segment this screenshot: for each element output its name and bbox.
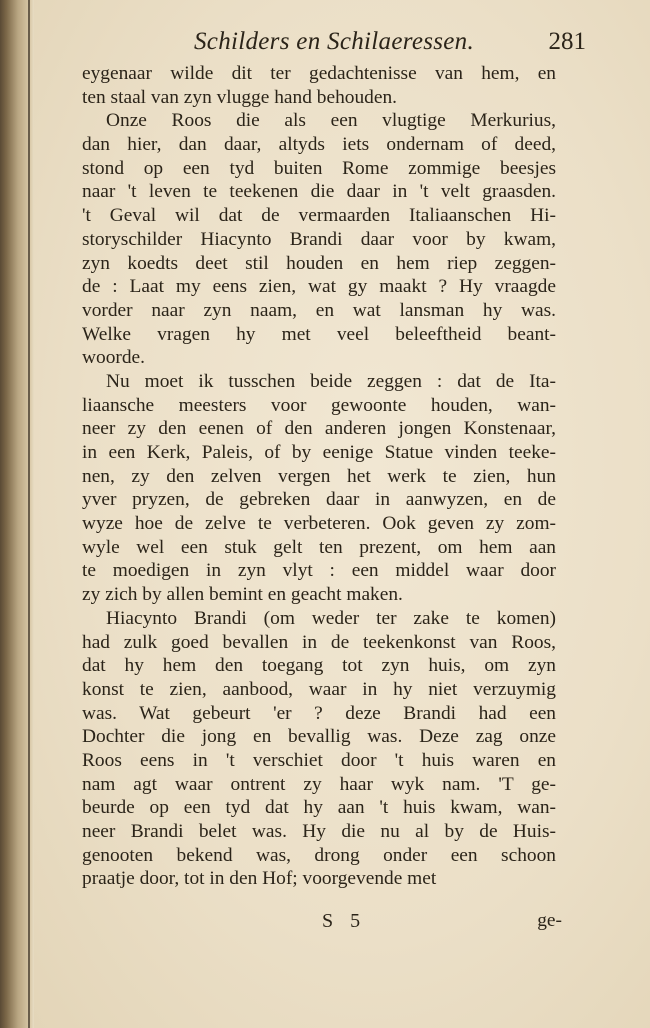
text-line: dan hier, dan daar, altyds iets ondernam of deed, (82, 134, 556, 156)
text-line: vorder naar zyn naam, en wat lansman hy was. (82, 299, 556, 321)
text-line: in een Kerk, Paleis, of by eenige Statue vinden teeke- (82, 442, 556, 463)
binding-edge (28, 0, 30, 1028)
text-line: liaansche meesters voor gewoonte houden, wan- (82, 394, 556, 416)
text-line: zyn koedts deet stil houden en hem riep zeggen- (82, 252, 556, 274)
page-footer (82, 910, 562, 936)
text-line: zy zich by allen bemint en geacht maken. (82, 584, 403, 606)
text-line: nam agt waar ontrent zy haar wyk nam. 'T ge- (82, 773, 556, 795)
text-line: Dochter die jong en bevallig was. Deze zag onze (82, 726, 556, 748)
text-line: praatje door, tot in den Hof; voorgevende met (82, 868, 437, 890)
text-line: 't Geval wil dat de vermaarden Italiaanschen Hi- (82, 205, 556, 227)
text-line: ten staal van zyn vlugge hand behouden. (82, 86, 398, 108)
text-line: yver pryzen, de gebreken daar in aanwyzen, en de (82, 489, 556, 511)
text-line: konst te zien, aanbood, waar in hy niet verzuymig (82, 678, 556, 700)
running-title: Schilders en Schilaeressen. (194, 28, 475, 55)
text-line: wyze hoe de zelve te verbeteren. Ook geven zy zom- (82, 513, 556, 535)
text-line: eygenaar wilde dit ter gedachtenisse van hem, en (82, 63, 556, 84)
body-text (82, 62, 556, 891)
text-line: naar 't leven te teekenen die daar in 't velt graasden. (82, 181, 556, 203)
text-line: Hiacynto Brandi (om weder ter zake te komen) (106, 607, 556, 629)
page-header (154, 28, 584, 62)
text-line: de : Laat my eens zien, wat gy maakt ? Hy vraagde (82, 276, 556, 298)
text-line: beurde op een tyd dat hy aan 't huis kwam, wan- (82, 797, 556, 819)
text-line: woorde. (82, 347, 146, 369)
text-line: Nu moet ik tusschen beide zeggen : dat de Ita- (106, 370, 556, 392)
text-line: storyschilder Hiacynto Brandi daar voor by kwam, (82, 228, 556, 250)
text-line: te moedigen in zyn vlyt : een middel waar door (82, 560, 556, 582)
text-line: neer Brandi belet was. Hy die nu al by de Huis- (82, 821, 556, 842)
text-line: was. Wat gebeurt 'er ? deze Brandi had een (82, 702, 556, 724)
text-line: Welke vragen hy met veel beleeftheid beant- (82, 323, 556, 345)
text-line: nen, zy den zelven vergen het werk te zien, hun (82, 465, 556, 487)
text-line: stond op een tyd buiten Rome zommige beesjes (82, 157, 556, 179)
text-line: had zulk goed bevallen in de teekenkonst van Roos, (82, 631, 556, 653)
page-number: 281 (548, 28, 586, 55)
catchword: ge- (537, 910, 562, 931)
text-line: Onze Roos die als een vlugtige Merkurius, (106, 110, 556, 132)
text-line: wyle wel een stuk gelt ten prezent, om hem aan (82, 536, 556, 558)
signature-mark: S 5 (322, 910, 367, 932)
book-page (34, 0, 650, 1028)
text-line: genooten bekend was, drong onder een schoon (82, 844, 556, 866)
text-line: neer zy den eenen of den anderen jongen Konstenaar, (82, 418, 556, 440)
text-line: Roos eens in 't verschiet door 't huis waren en (82, 749, 556, 771)
text-line: dat hy hem den toegang tot zyn huis, om zyn (82, 655, 556, 677)
